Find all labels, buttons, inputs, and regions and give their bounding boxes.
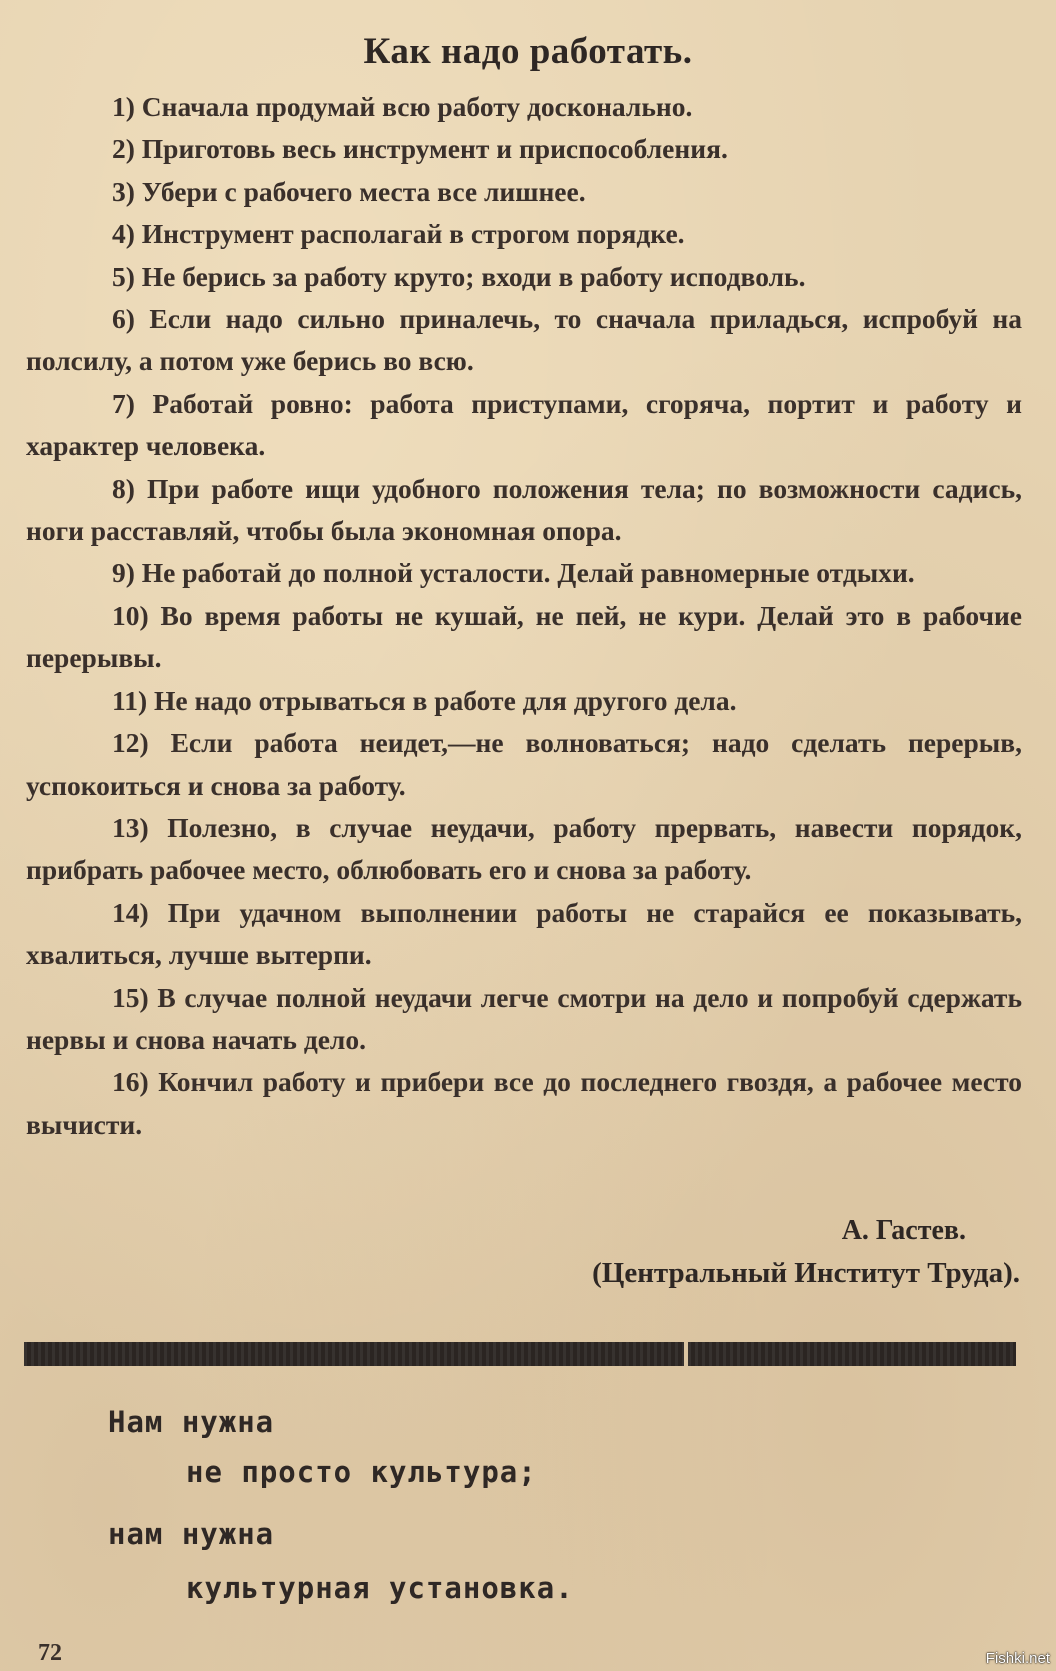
page-number: 72 (38, 1640, 62, 1666)
rule-item: 7) Работай ровно: работа приступами, сгоряча, портит и работу и характер человека. (26, 387, 1022, 462)
rule-item: 2) Приготовь весь инструмент и приспособления. (112, 133, 728, 165)
rule-item: 8) При работе ищи удобного положения тела; по возможности садись, ноги расставляй, чтобы была экономная опора. (26, 472, 1022, 547)
rule-item: 14) При удачном выполнении работы не старайся ее показывать, хвалиться, лучше вытерпи. (26, 896, 1022, 971)
rule-item: 4) Инструмент располагай в строгом порядке. (112, 218, 685, 250)
rule-item: 6) Если надо сильно приналечь, то сначала приладься, испробуй на полсилу, а потом уже берись во всю. (26, 303, 1022, 377)
rules-list (26, 86, 1022, 1146)
slogan-line: культурная установка. (186, 1571, 574, 1605)
rule-item: 5) Не берись за работу круто; входи в работу исподволь. (112, 260, 806, 292)
slogan-line: нам нужна (108, 1517, 275, 1551)
rule-item: 15) В случае полной неудачи легче смотри на дело и попробуй сдержать нервы и снова начать дело. (26, 981, 1022, 1055)
divider-bar-right (688, 1342, 1016, 1366)
page-title: Как надо работать. (363, 31, 693, 72)
rule-item: 1) Сначала продумай всю работу досконально. (112, 91, 693, 122)
rule-item: 12) Если работа неидет,—не волноваться; надо сделать перерыв, успокоиться и снова за работу. (26, 727, 1022, 801)
author-signature: А. Гастев. (841, 1215, 966, 1246)
site-watermark: Fishki.net (985, 1650, 1050, 1667)
slogan-line: не просто культура; (186, 1455, 537, 1489)
rule-item: 3) Убери с рабочего места все лишнее. (112, 175, 586, 207)
rule-item: 11) Не надо отрываться в работе для другого дела. (112, 684, 737, 716)
slogan-line: Нам нужна (108, 1405, 275, 1439)
section-divider (24, 1342, 1016, 1366)
institute-name: (Центральный Институт Труда). (592, 1257, 1020, 1289)
rule-item: 16) Кончил работу и прибери все до последнего гвоздя, а рабочее место вычисти. (26, 1066, 1022, 1140)
rule-item: 10) Во время работы не кушай, не пей, не кури. Делай это в рабочие перерывы. (26, 599, 1022, 674)
rule-item: 13) Полезно, в случае неудачи, работу прервать, навести порядок, прибрать рабочее место, облюбовать его и снова за работу. (26, 811, 1022, 886)
divider-bar-left (24, 1342, 684, 1366)
rule-item: 9) Не работай до полной усталости. Делай равномерные отдыхи. (112, 557, 915, 589)
